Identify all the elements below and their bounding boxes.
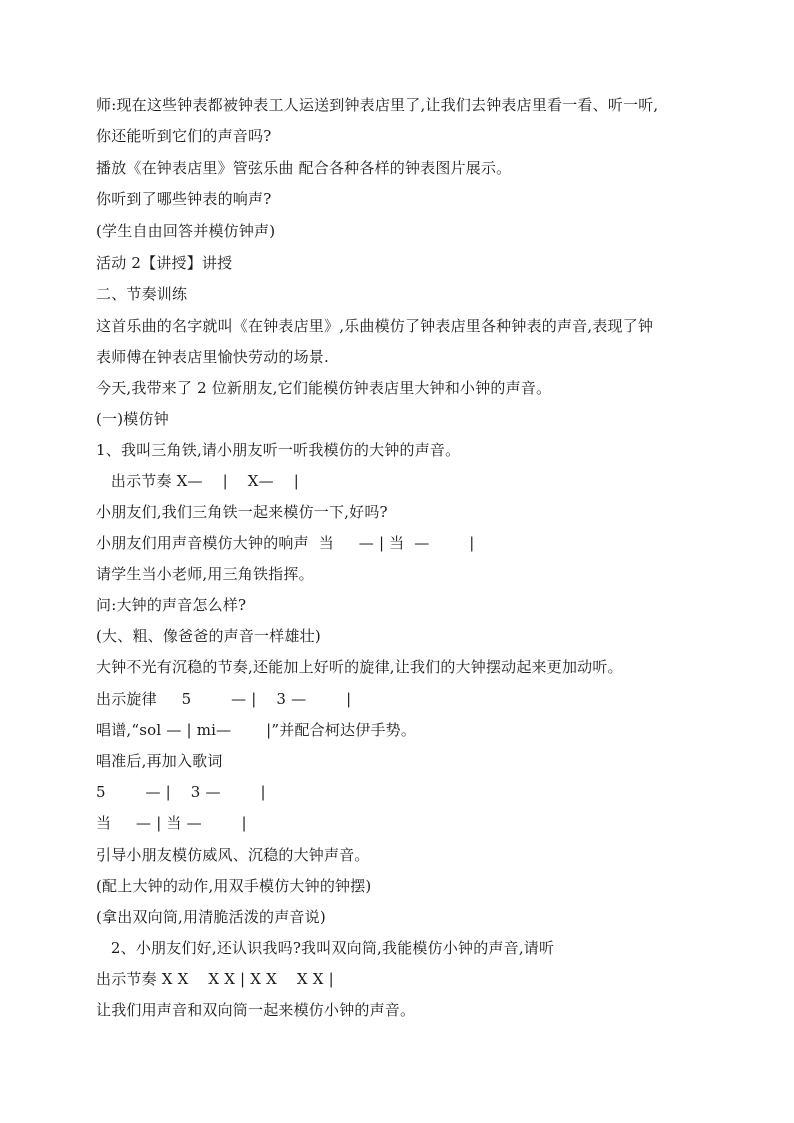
paragraph-line: 播放《在钟表店里》管弦乐曲 配合各种各样的钟表图片展示。 (96, 159, 512, 177)
paragraph-line: 小朋友们,我们三角铁一起来模仿一下,好吗? (96, 503, 388, 521)
paragraph-line: 问:大钟的声音怎么样? (96, 596, 247, 614)
paragraph-line: 唱准后,再加入歌词 (96, 752, 223, 770)
paragraph-line: 1、我叫三角铁,请小朋友听一听我模仿的大钟的声音。 (96, 441, 461, 459)
melody-notation: 5 — | 3 — | (96, 783, 266, 801)
paragraph-line: 让我们用声音和双向筒一起来模仿小钟的声音。 (96, 1001, 416, 1019)
paragraph-line: 你还能听到它们的声音吗? (96, 127, 272, 145)
paragraph-line: 引导小朋友模仿威风、沉稳的大钟声音。 (96, 846, 370, 864)
paragraph-line: 2、小朋友们好,还认识我吗?我叫双向筒,我能模仿小钟的声音,请听 (96, 939, 555, 957)
paragraph-line: (拿出双向筒,用清脆活泼的声音说) (96, 908, 326, 926)
paragraph-line: (大、粗、像爸爸的声音一样雄壮) (96, 627, 321, 645)
paragraph-line: 这首乐曲的名字就叫《在钟表店里》,乐曲模仿了钟表店里各种钟表的声音,表现了钟 (96, 317, 654, 335)
paragraph-line: 表师傅在钟表店里愉快劳动的场景. (96, 348, 329, 366)
rhythm-notation: 出示节奏 X— | X— | (96, 472, 299, 490)
paragraph-line: (学生自由回答并模仿钟声) (96, 222, 276, 240)
paragraph-line: 你听到了哪些钟表的响声? (96, 190, 272, 208)
paragraph-line: 小朋友们用声音模仿大钟的响声 当 — | 当 — | (96, 534, 475, 552)
lyric-notation: 当 — | 当 — | (96, 814, 247, 832)
paragraph-line: 师:现在这些钟表都被钟表工人运送到钟表店里了,让我们去钟表店里看一看、听一听, (96, 96, 659, 114)
paragraph-line: 今天,我带来了 2 位新朋友,它们能模仿钟表店里大钟和小钟的声音。 (96, 379, 552, 397)
paragraph-line: (配上大钟的动作,用双手模仿大钟的钟摆) (96, 877, 372, 895)
section-heading: 二、节奏训练 (96, 285, 188, 303)
paragraph-line: 大钟不光有沉稳的节奏,还能加上好听的旋律,让我们的大钟摆动起来更加动听。 (96, 658, 623, 676)
activity-heading: 活动 2【讲授】讲授 (96, 254, 233, 272)
melody-notation: 出示旋律 5 — | 3 — | (96, 690, 352, 708)
paragraph-line: 请学生当小老师,用三角铁指挥。 (96, 565, 314, 583)
subsection-heading: (一)模仿钟 (96, 410, 169, 428)
paragraph-line: 唱谱,“sol — | mi— |”并配合柯达伊手势。 (96, 721, 417, 739)
rhythm-notation: 出示节奏 X X X X | X X X X | (96, 970, 334, 988)
